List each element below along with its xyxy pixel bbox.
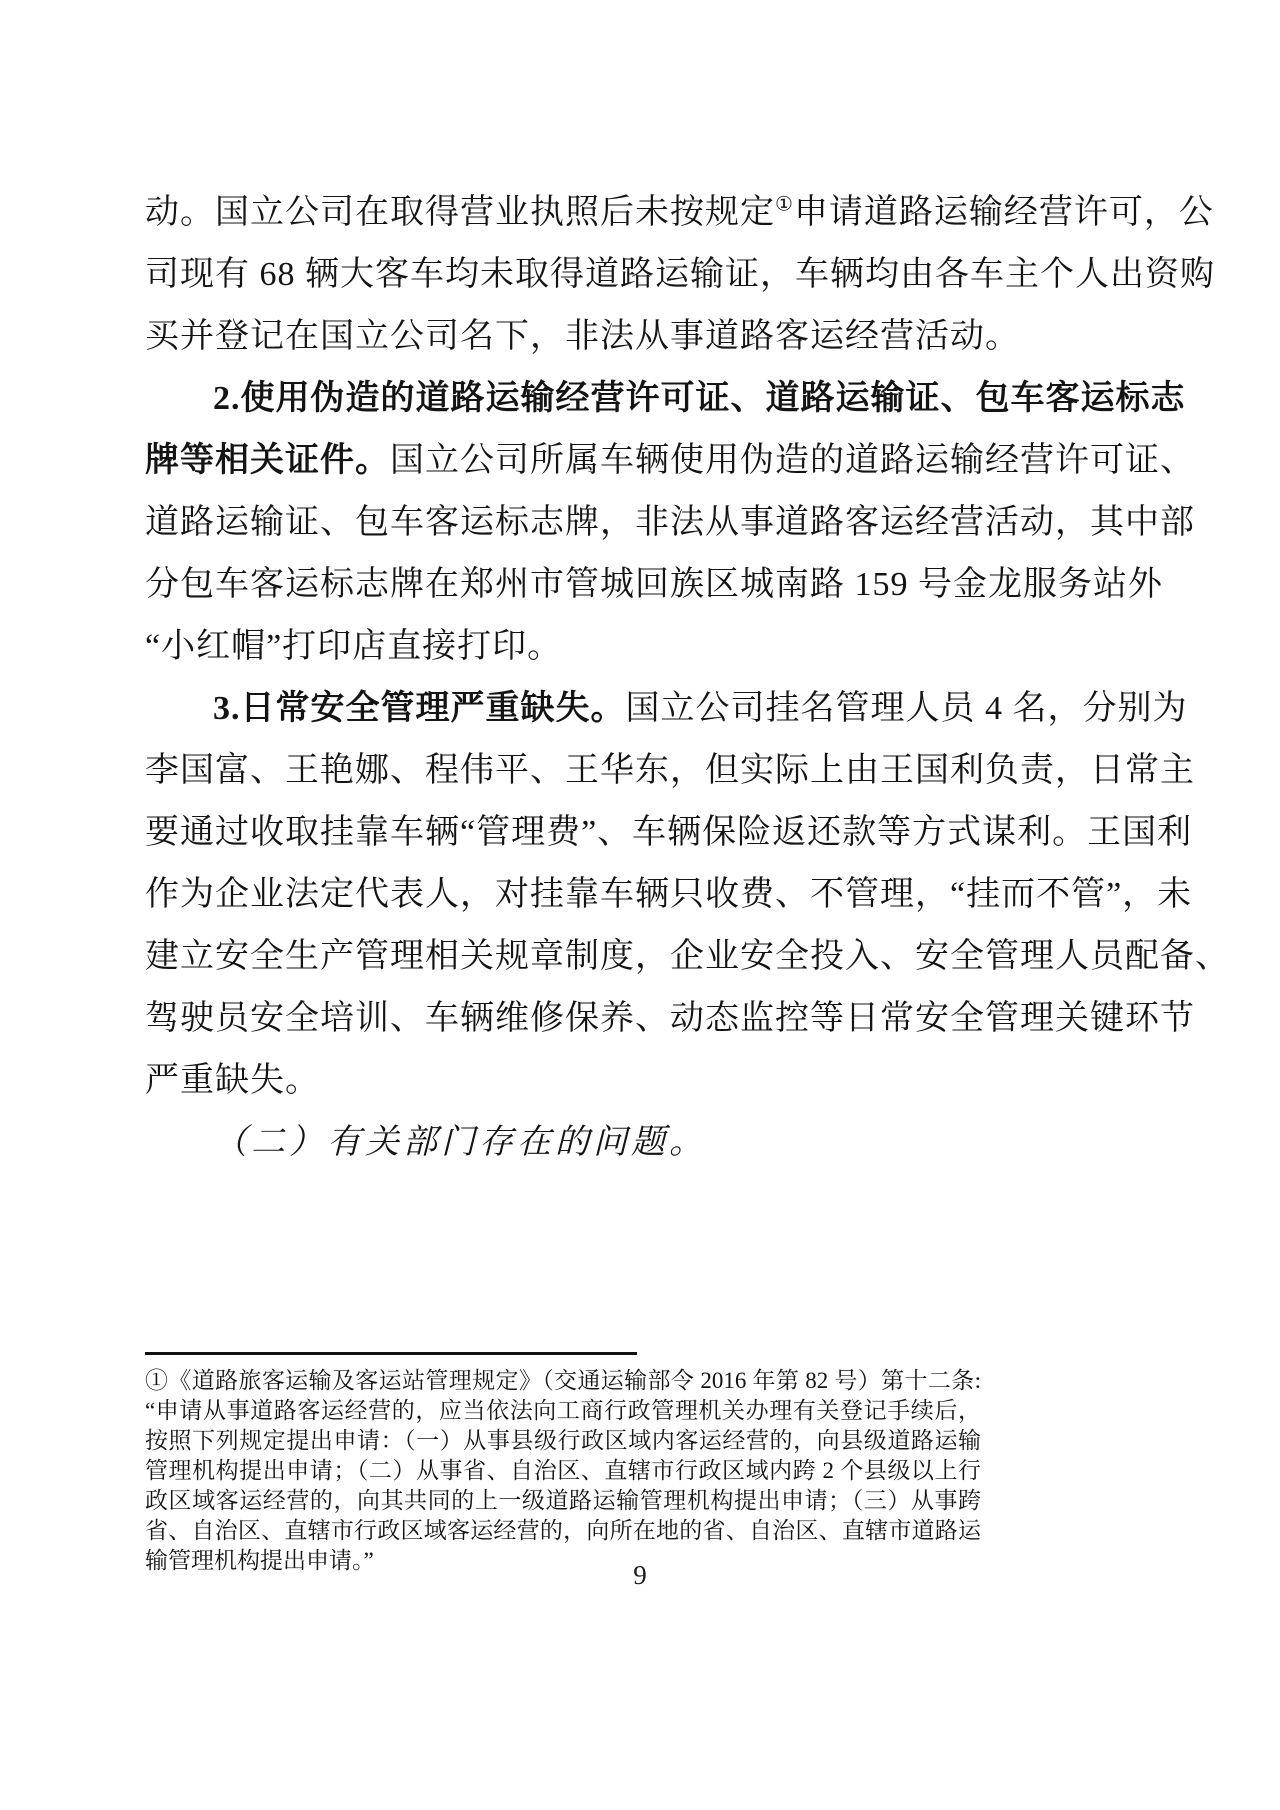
text-line [145, 988, 1195, 1050]
text-segment: 按照下列规定提出申请：（一）从事县级行政区域内客运经营的，向县级道路运输 [145, 1428, 981, 1453]
text-line [145, 678, 1188, 740]
text-line [145, 1396, 981, 1426]
text-segment: （二）有关部门存在的问题。 [213, 1124, 707, 1161]
footnote-separator [145, 1352, 637, 1355]
footnote-text [145, 1366, 981, 1576]
text-segment: 要通过收取挂靠车辆“管理费”、车辆保险返还款等方式谋利。王国利 [145, 814, 1193, 851]
text-line [145, 306, 1020, 368]
text-segment: 输管理机构提出申请。” [145, 1548, 374, 1573]
text-segment: 3.日常安全管理严重缺失。 [213, 690, 626, 727]
text-line [145, 740, 1195, 802]
text-line [145, 368, 1186, 430]
body-text [145, 182, 1230, 1174]
text-line [145, 1516, 981, 1546]
page-number: 9 [633, 1560, 647, 1590]
text-line [145, 1426, 981, 1456]
text-segment: 作为企业法定代表人，对挂靠车辆只收费、不管理，“挂而不管”，未 [145, 876, 1193, 913]
text-line [145, 492, 1195, 554]
text-line [145, 864, 1193, 926]
text-segment: 政区域客运经营的，向其共同的上一级道路运输管理机构提出申请；（三）从事跨 [145, 1488, 981, 1513]
text-segment: 牌等相关证件。 [145, 442, 390, 479]
text-line [145, 1486, 981, 1516]
text-segment: 建立安全生产管理相关规章制度，企业安全投入、安全管理人员配备、 [145, 938, 1230, 975]
text-segment: 严重缺失。 [145, 1062, 320, 1099]
text-segment: 动。国立公司在取得营业执照后未按规定 [145, 194, 775, 231]
text-segment: ①《道路旅客运输及客运站管理规定》（交通运输部令 2016 年第 82 号）第十二条: [145, 1368, 981, 1393]
text-segment: 省、自治区、直辖市行政区域客运经营的，向所在地的省、自治区、直辖市道路运 [145, 1518, 981, 1543]
text-line [145, 1112, 969, 1174]
text-line [145, 1050, 969, 1112]
text-line [145, 244, 1215, 306]
text-line [145, 1456, 981, 1486]
text-line [145, 1366, 981, 1396]
text-line [145, 554, 1163, 616]
text-segment: 国立公司挂名管理人员 4 名，分别为 [625, 690, 1188, 727]
text-segment: “申请从事道路客运经营的，应当依法向工商行政管理机关办理有关登记手续后， [145, 1398, 981, 1423]
text-line [145, 616, 969, 678]
text-segment: 申请道路运输经营许可，公 [793, 194, 1214, 231]
text-segment: 2.使用伪造的道路运输经营许可证、道路运输证、包车客运标志 [213, 380, 1186, 417]
text-segment: 买并登记在国立公司名下，非法从事道路客运经营活动。 [145, 318, 1020, 355]
text-segment: 司现有 68 辆大客车均未取得道路运输证，车辆均由各车主个人出资购 [145, 256, 1215, 293]
text-segment: 李国富、王艳娜、程伟平、王华东，但实际上由王国利负责，日常主 [145, 752, 1195, 789]
text-line [145, 430, 1195, 492]
footnote-reference-marker: ① [775, 193, 794, 216]
text-line [145, 926, 1230, 988]
text-segment: 驾驶员安全培训、车辆维修保养、动态监控等日常安全管理关键环节 [145, 1000, 1195, 1037]
text-segment: 分包车客运标志牌在郑州市管城回族区城南路 159 号金龙服务站外 [145, 566, 1163, 603]
text-segment: “小红帽”打印店直接打印。 [145, 628, 563, 665]
text-line [145, 182, 1214, 244]
text-segment: 管理机构提出申请；（二）从事省、自治区、直辖市行政区域内跨 2 个县级以上行 [145, 1458, 981, 1483]
text-segment: 国立公司所属车辆使用伪造的道路运输经营许可证、 [390, 442, 1195, 479]
text-segment: 道路运输证、包车客运标志牌，非法从事道路客运经营活动，其中部 [145, 504, 1195, 541]
text-line [145, 802, 1193, 864]
